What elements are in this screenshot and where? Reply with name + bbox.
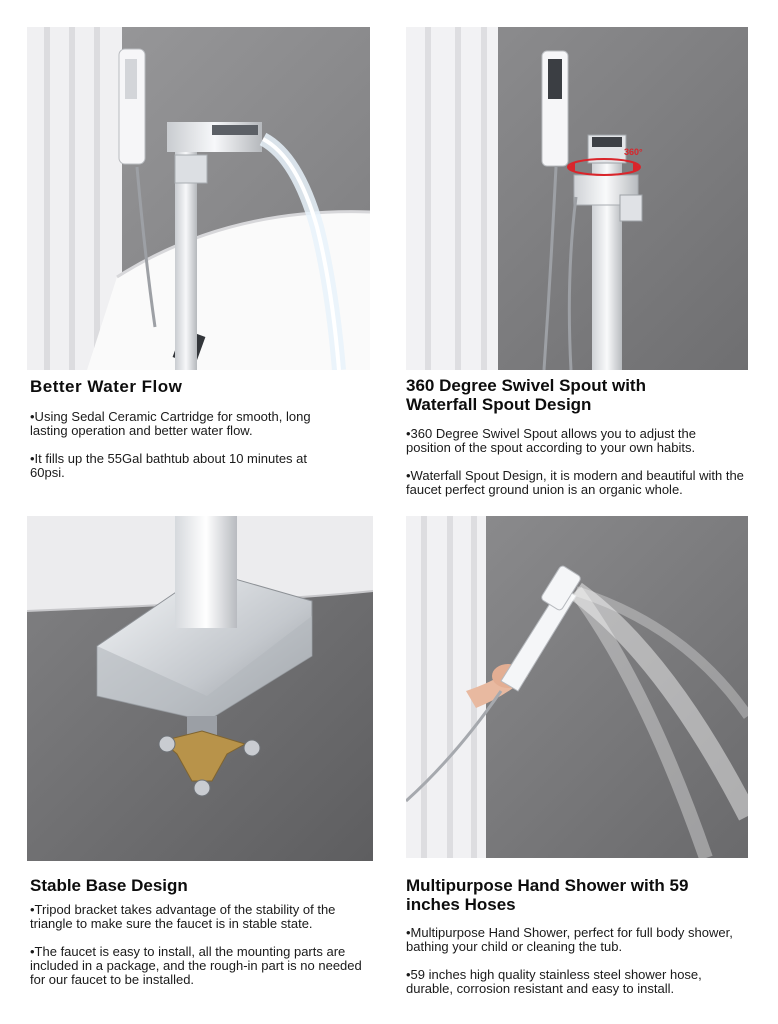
photo-waterfall-faucet bbox=[27, 27, 370, 370]
rotation-badge: 360° bbox=[624, 147, 643, 157]
panel-bullet: •59 inches high quality stainless steel shower hose, durable, corrosion resistant and easy to install. bbox=[406, 967, 702, 996]
panel-title-hand-shower: Multipurpose Hand Shower with 59 inches Hoses bbox=[406, 876, 689, 914]
panel-title-water-flow: Better Water Flow bbox=[30, 377, 183, 396]
panel-bullet: •Tripod bracket takes advantage of the stability of the triangle to make sure the faucet is in stable state. bbox=[30, 902, 336, 931]
panel-bullet: •360 Degree Swivel Spout allows you to adjust the position of the spout according to your own habits. bbox=[406, 426, 696, 455]
panel-bullet: •Using Sedal Ceramic Cartridge for smooth, long lasting operation and better water flow. bbox=[30, 409, 311, 438]
photo-hand-shower bbox=[406, 516, 748, 858]
photo-stable-base bbox=[27, 516, 373, 861]
panel-title-swivel-spout: 360 Degree Swivel Spout with Waterfall Spout Design bbox=[406, 376, 646, 414]
panel-bullet: •The faucet is easy to install, all the mounting parts are included in a package, and the rough-in part is no needed for our faucet to be installed. bbox=[30, 944, 362, 987]
panel-bullet: •Waterfall Spout Design, it is modern and beautiful with the faucet perfect ground union is an organic whole. bbox=[406, 468, 744, 497]
photo-swivel-spout bbox=[406, 27, 748, 370]
panel-title-stable-base: Stable Base Design bbox=[30, 876, 188, 895]
panel-bullet: •Multipurpose Hand Shower, perfect for full body shower, bathing your child or cleaning the tub. bbox=[406, 925, 733, 954]
panel-bullet: •It fills up the 55Gal bathtub about 10 minutes at 60psi. bbox=[30, 451, 308, 480]
